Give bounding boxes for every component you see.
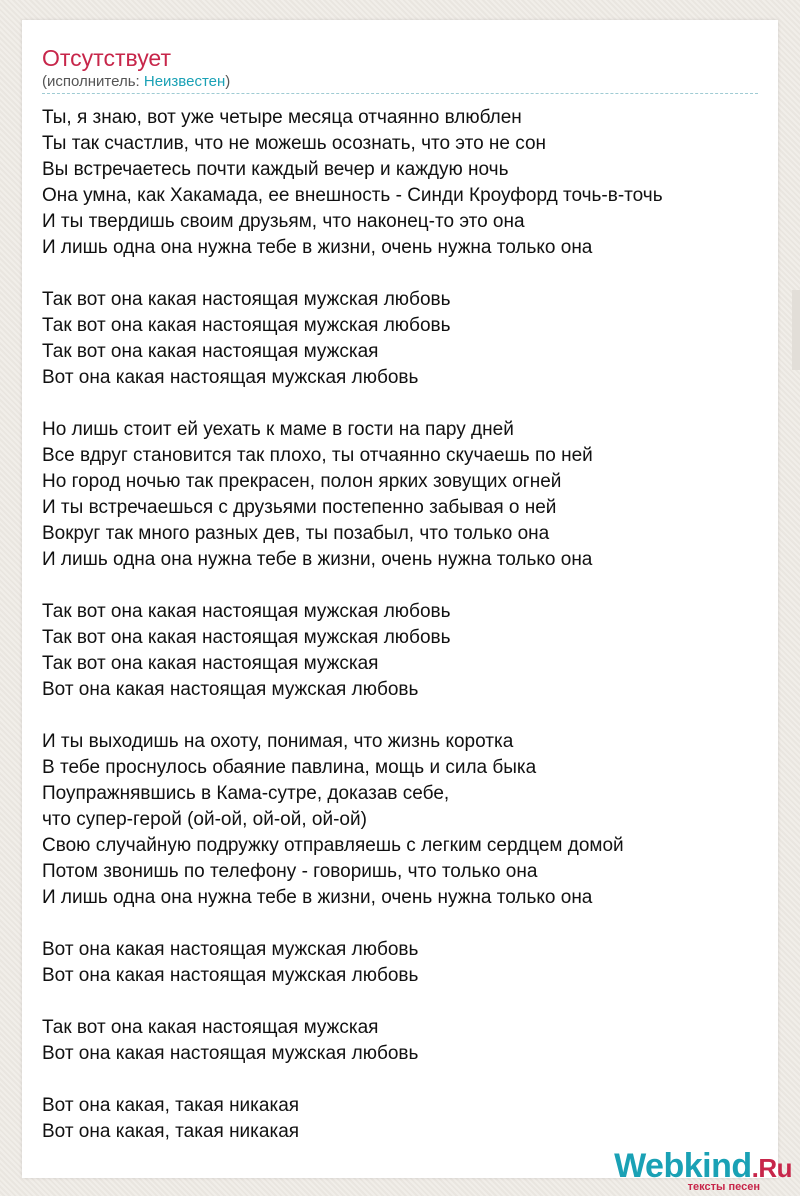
performer-line <box>42 72 230 92</box>
stanza-gap <box>42 573 758 599</box>
lyric-line: И лишь одна она нужна тебе в жизни, очень нужна только она <box>42 887 593 908</box>
lyric-line: Но лишь стоит ей уехать к маме в гости на пару дней <box>42 419 514 440</box>
lyric-line: В тебе проснулось обаяние павлина, мощь и сила быка <box>42 757 537 778</box>
lyric-line: И ты встречаешься с друзьями постепенно забывая о ней <box>42 497 557 518</box>
lyric-line: Так вот она какая настоящая мужская <box>42 653 379 674</box>
lyric-line: Все вдруг становится так плохо, ты отчаянно скучаешь по ней <box>42 445 593 466</box>
lyric-line: Поупражнявшись в Кама-сутре, доказав себе, <box>42 783 450 804</box>
lyric-line: И лишь одна она нужна тебе в жизни, очень нужна только она <box>42 237 593 258</box>
lyric-line: Вот она какая настоящая мужская любовь <box>42 965 419 986</box>
lyric-line: И лишь одна она нужна тебе в жизни, очень нужна только она <box>42 549 593 570</box>
lyric-line: Вот она какая, такая никакая <box>42 1095 300 1116</box>
lyric-line: Потом звонишь по телефону - говоришь, что только она <box>42 861 538 882</box>
song-title: Отсутствует <box>42 45 171 71</box>
lyric-line: И ты твердишь своим друзьям, что наконец-то это она <box>42 211 525 232</box>
lyric-line: Она умна, как Хакамада, ее внешность - Синди Кроуфорд точь-в-точь <box>42 185 663 206</box>
lyric-line: Так вот она какая настоящая мужская <box>42 1017 379 1038</box>
stanza-gap <box>42 703 758 729</box>
logo-name: Webkind <box>614 1147 752 1185</box>
stanza-gap <box>42 261 758 287</box>
stanza-gap <box>42 911 758 937</box>
lyric-line: Вот она какая настоящая мужская любовь <box>42 679 419 700</box>
performer-prefix: (исполнитель: <box>42 73 144 90</box>
site-logo[interactable] <box>614 1148 792 1192</box>
lyric-line: Ты так счастлив, что не можешь осознать, что это не сон <box>42 133 547 154</box>
stanza-gap <box>42 1067 758 1093</box>
performer-link[interactable]: Неизвестен <box>143 73 226 90</box>
lyric-line: Так вот она какая настоящая мужская любовь <box>42 601 451 622</box>
lyric-line: Вот она какая настоящая мужская любовь <box>42 1043 419 1064</box>
logo-tld: .Ru <box>751 1153 792 1183</box>
lyric-line: И ты выходишь на охоту, понимая, что жизнь коротка <box>42 731 514 752</box>
stanza-gap <box>42 391 758 417</box>
lyric-line: Вы встречаетесь почти каждый вечер и каждую ночь <box>42 159 509 180</box>
lyric-line: Вот она какая настоящая мужская любовь <box>42 367 419 388</box>
lyrics-card <box>22 20 778 1178</box>
stanza-gap <box>42 989 758 1015</box>
scrollbar-handle[interactable] <box>792 290 800 370</box>
lyric-line: Так вот она какая настоящая мужская любовь <box>42 627 451 648</box>
lyric-line: Так вот она какая настоящая мужская любовь <box>42 315 451 336</box>
lyric-line: что супер-герой (ой-ой, ой-ой, ой-ой) <box>42 809 367 830</box>
lyric-line: Но город ночью так прекрасен, полон ярких зовущих огней <box>42 471 562 492</box>
performer-suffix: ) <box>225 73 231 90</box>
lyric-line: Свою случайную подружку отправляешь с легким сердцем домой <box>42 835 624 856</box>
lyrics-body <box>42 105 758 1145</box>
lyric-line: Так вот она какая настоящая мужская <box>42 341 379 362</box>
logo-tagline: тексты песен <box>687 1181 760 1193</box>
lyric-line: Вот она какая, такая никакая <box>42 1121 300 1142</box>
lyric-line: Вокруг так много разных дев, ты позабыл, что только она <box>42 523 550 544</box>
lyric-line: Вот она какая настоящая мужская любовь <box>42 939 419 960</box>
lyric-line: Ты, я знаю, вот уже четыре месяца отчаянно влюблен <box>42 107 522 128</box>
lyric-line: Так вот она какая настоящая мужская любовь <box>42 289 451 310</box>
title-divider <box>42 93 758 94</box>
